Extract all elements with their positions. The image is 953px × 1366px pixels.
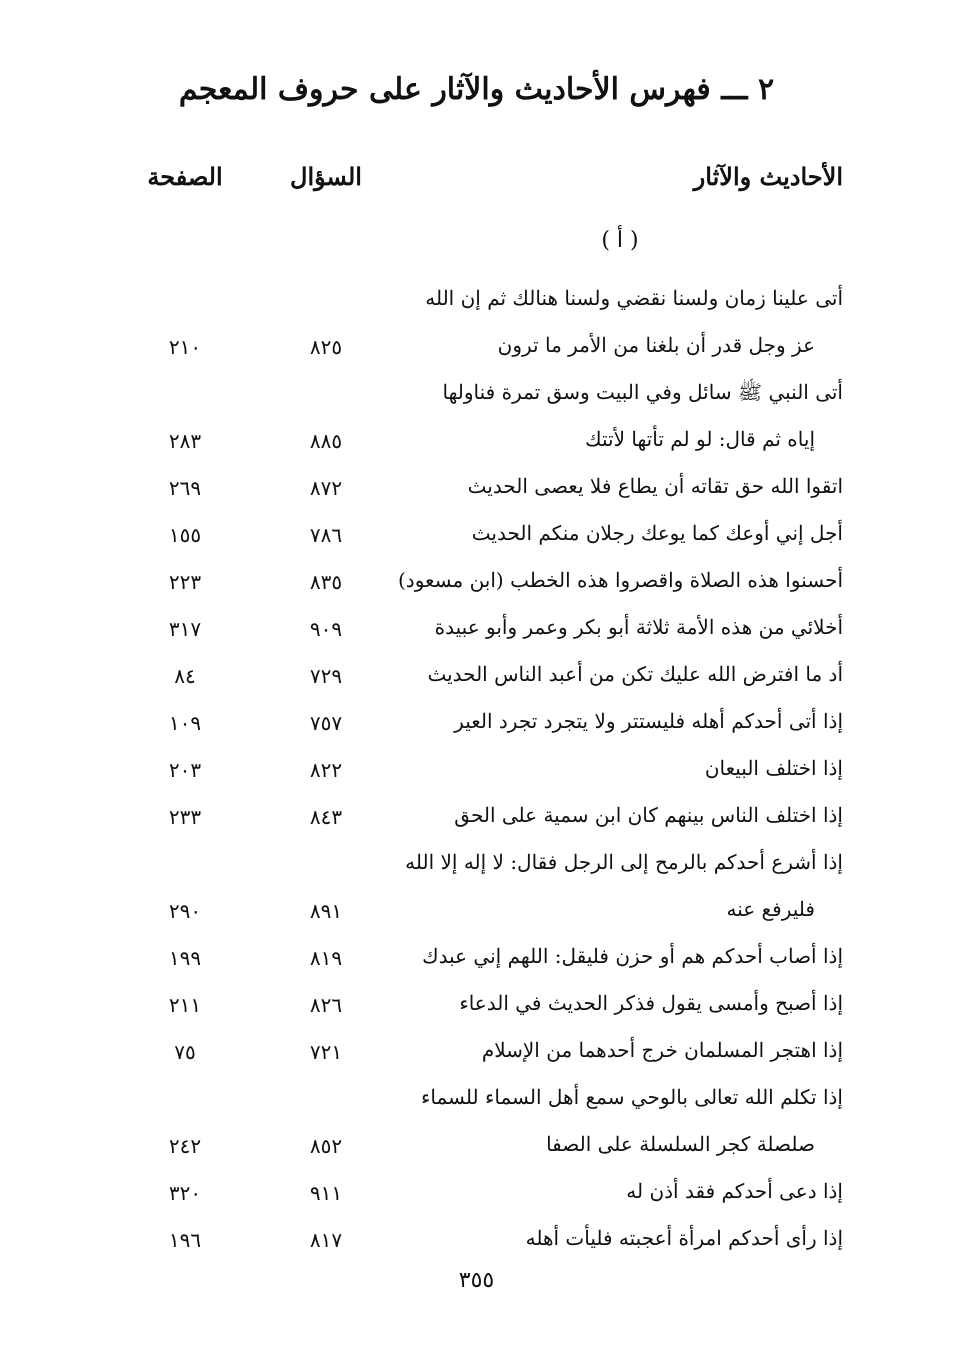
question-number: ٨٢٢ (309, 758, 343, 782)
page-reference: ٢١١ (168, 993, 202, 1017)
hadith-text: إذا اختلف البيعان (704, 756, 843, 780)
page-reference: ١٠٩ (168, 711, 202, 735)
hadith-text: إذا أصبح وأمسى يقول فذكر الحديث في الدعاء (459, 991, 843, 1015)
page-reference: ٢٣٣ (168, 805, 202, 829)
index-row (0, 607, 953, 654)
page-reference: ٢٠٣ (168, 758, 202, 782)
question-number: ٨٢٦ (309, 993, 343, 1017)
index-row (0, 748, 953, 795)
question-number: ٨٢٥ (309, 335, 343, 359)
index-row (0, 513, 953, 560)
hadith-text: إذا أصاب أحدكم هم أو حزن فليقل: اللهم إني عبدك (422, 944, 843, 968)
section-letter-heading: ( أ ) (601, 228, 639, 253)
page-reference: ١٩٦ (168, 1228, 202, 1252)
question-number: ٧٥٧ (309, 711, 343, 735)
index-row (0, 372, 953, 419)
hadith-text: فليرفع عنه (726, 897, 815, 921)
page-reference: ٣١٧ (168, 617, 202, 641)
index-row (0, 278, 953, 325)
index-row (0, 1077, 953, 1124)
page-reference: ٢٩٠ (168, 899, 202, 923)
index-row (0, 1171, 953, 1218)
question-number: ٨٧٢ (309, 476, 343, 500)
page-reference: ١٥٥ (168, 523, 202, 547)
page-reference: ٣٢٠ (168, 1181, 202, 1205)
hadith-text: أخلائي من هذه الأمة ثلاثة أبو بكر وعمر وأبو عبيدة (434, 615, 843, 639)
column-header-question: السؤال (290, 162, 362, 191)
question-number: ٨١٧ (309, 1228, 343, 1252)
index-row (0, 1030, 953, 1077)
question-number: ٨١٩ (309, 946, 343, 970)
index-row (0, 842, 953, 889)
index-row (0, 889, 953, 936)
hadith-text: إذا أتى أحدكم أهله فليستتر ولا يتجرد تجرد العير (454, 709, 843, 733)
index-row (0, 560, 953, 607)
index-list (0, 278, 953, 1265)
column-header-page: الصفحة (147, 162, 223, 191)
hadith-text: أجل إني أوعك كما يوعك رجلان منكم الحديث (471, 521, 843, 545)
index-row (0, 325, 953, 372)
question-number: ٩٠٩ (309, 617, 343, 641)
page-reference: ٢٤٢ (168, 1134, 202, 1158)
index-row (0, 701, 953, 748)
hadith-text: إذا اختلف الناس بينهم كان ابن سمية على الحق (454, 803, 843, 827)
index-row (0, 419, 953, 466)
question-number: ٨٩١ (309, 899, 343, 923)
question-number: ٨٥٢ (309, 1134, 343, 1158)
hadith-text: اتقوا الله حق تقاته أن يطاع فلا يعصى الحديث (467, 474, 843, 498)
page-reference: ٢٢٣ (168, 570, 202, 594)
index-row (0, 936, 953, 983)
question-number: ٨٣٥ (309, 570, 343, 594)
page-number: ٣٥٥ (458, 1268, 495, 1293)
index-row (0, 795, 953, 842)
index-row (0, 1218, 953, 1265)
page-title: ٢ ـــ فهرس الأحاديث والآثار على حروف المعجم (178, 72, 775, 107)
question-number: ٨٤٣ (309, 805, 343, 829)
hadith-text: إذا دعى أحدكم فقد أذن له (626, 1179, 843, 1203)
index-row (0, 654, 953, 701)
page-reference: ٨٤ (174, 664, 196, 688)
question-number: ٧٢١ (309, 1040, 343, 1064)
question-number: ٧٢٩ (309, 664, 343, 688)
hadith-text: أحسنوا هذه الصلاة واقصروا هذه الخطب (ابن مسعود) (397, 568, 843, 592)
page-reference: ٧٥ (174, 1040, 196, 1064)
index-row (0, 466, 953, 513)
hadith-text: أتى علينا زمان ولسنا نقضي ولسنا هنالك ثم إن الله (425, 286, 843, 310)
hadith-text: أد ما افترض الله عليك تكن من أعبد الناس الحديث (427, 662, 843, 686)
page-reference: ١٩٩ (168, 946, 202, 970)
page-reference: ٢٨٣ (168, 429, 202, 453)
hadith-text: إذا أشرع أحدكم بالرمح إلى الرجل فقال: لا إله إلا الله (405, 850, 843, 874)
hadith-text: أتى النبي ﷺ سائل وفي البيت وسق تمرة فناولها (442, 380, 843, 404)
question-number: ٩١١ (309, 1181, 343, 1205)
page-reference: ٢٦٩ (168, 476, 202, 500)
hadith-text: صلصلة كجر السلسلة على الصفا (546, 1132, 815, 1156)
hadith-text: إذا تكلم الله تعالى بالوحي سمع أهل السماء للسماء (421, 1085, 843, 1109)
hadith-text: عز وجل قدر أن بلغنا من الأمر ما ترون (497, 333, 815, 357)
hadith-text: إياه ثم قال: لو لم تأتها لأتتك (585, 427, 815, 451)
page-reference: ٢١٠ (168, 335, 202, 359)
question-number: ٧٨٦ (309, 523, 343, 547)
question-number: ٨٨٥ (309, 429, 343, 453)
column-header-hadiths: الأحاديث والآثار (693, 162, 843, 191)
hadith-text: إذا اهتجر المسلمان خرج أحدهما من الإسلام (481, 1038, 843, 1062)
index-row (0, 1124, 953, 1171)
hadith-text: إذا رأى أحدكم امرأة أعجبته فليأت أهله (525, 1226, 843, 1250)
index-row (0, 983, 953, 1030)
